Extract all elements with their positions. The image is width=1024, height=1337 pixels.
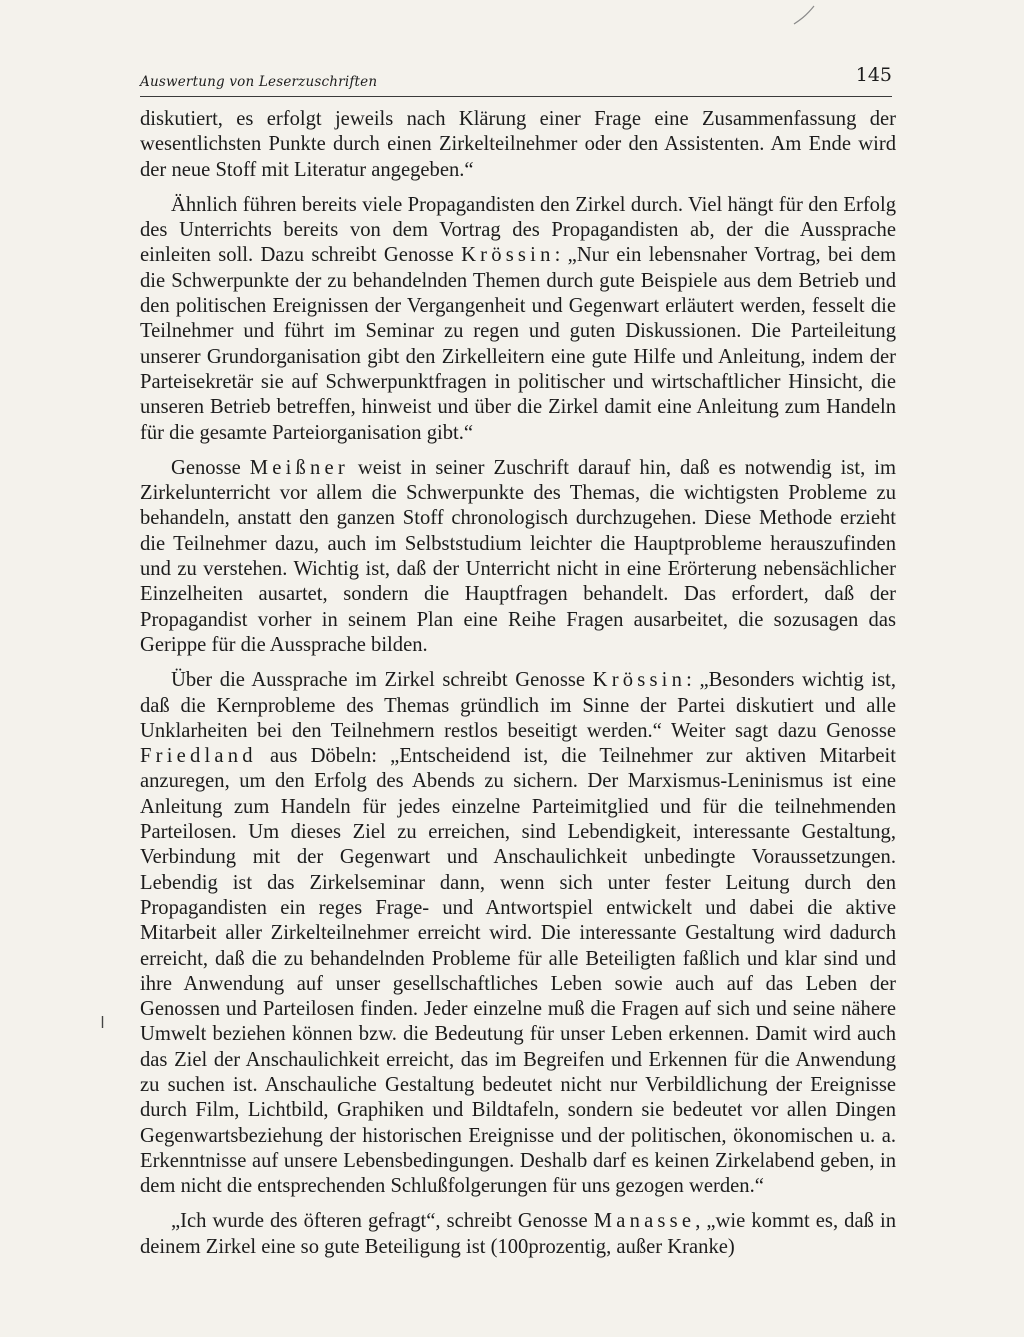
paragraph-1-text: diskutiert, es erfolgt jeweils nach Klärung einer Frage eine Zusammenfassung der wesentlichsten Punkte durch einen Zirkelteilnehmer oder den Assistenten. Am Ende wird der neue Stoff mit Literatur angegeben.“ [140,108,896,181]
paragraph-5-text-b: , „wie kommt es, daß in deinem Zirkel eine so gute Beteiligung ist (100prozentig, außer Kranke) [140,1210,896,1258]
header-rule [140,96,892,97]
paragraph-5 [140,1209,896,1260]
author-name-kroessin: Krössin [461,244,555,267]
paragraph-2 [140,193,896,446]
paragraph-5-text-a: „Ich wurde des öfteren gefragt“, schreibt Genosse [171,1210,588,1233]
author-name-meissner: Meißner [249,456,349,479]
pencil-mark-decoration [790,4,818,28]
paragraph-4-text-c: aus Döbeln: „Entscheidend ist, die Teilnehmer zur aktiven Mitarbeit anzuregen, um den Erfolg des Abends zu sichern. Der Marxismus-Leninismus ist eine Anleitung zum Handeln für jedes einzelne Parteimitglied und für die teilnehmenden Parteilosen. Um dieses Ziel zu erreichen, sind Lebendigkeit, interessante Gestaltung, Verbindung mit der Gegenwart und Anschaulichkeit unbedingte Voraussetzungen. Lebendig ist das Zirkelseminar dann, wenn sich unter fester Leitung durch den Propagandisten ein reges Frage- und Antwortspiel entwickelt und dabei die aktive Mitarbeit aller Zirkelteilnehmer erreicht wird. Die interessante Gestaltung wird dadurch erreicht, daß die zu behandelnden Probleme für alle Beteiligten faßlich und klar sind und ihre Anwendung auf unser gesellschaftliches Leben sowie auch auf das Leben der Genossen und Parteilosen finden. Jeder einzelne muß die Fragen auf sich und seine nähere Umwelt beziehen können bzw. die Bedeutung für unser Leben erkennen. Damit wird auch das Ziel der Anschaulichkeit erreicht, das im Begreifen und Erkennen für die Anwendung zu suchen ist. Anschauliche Gestaltung bedeutet nicht nur Verbildlichung der Ereignisse durch Film, Lichtbild, Graphiken und Bildtafeln, sondern sie bedeutet vor allen Dingen Gegenwartsbeziehung der historischen Ereignisse und der politischen, ökonomischen u. a. Erkenntnisse auf unsere Lebensbedingungen. Deshalb darf es keinen Zirkelabend geben, in dem nicht die entsprechenden Schlußfolgerungen für uns gezogen werden.“ [140,745,896,1198]
author-name-kroessin-2: Krössin [592,669,687,692]
author-name-manasse: Manasse [593,1210,696,1233]
paragraph-3-text-a: Genosse [171,456,241,479]
author-name-friedland: Friedland [140,745,257,768]
paragraph-2-text-b: : „Nur ein lebensnaher Vortrag, bei dem die Schwerpunkte der zu behandelnden Themen durch gute Beispiele aus dem Betrieb und den politischen Ereignissen der Vergangenheit und Gegenwart erläutert werden, fesselt die Teilnehmer und führt im Seminar zu regen und guten Diskussionen. Die Parteileitung unserer Grundorganisation gibt den Zirkelleitern eine gute Hilfe und Anleitung, indem der Parteisekretär sie auf Schwerpunktfragen in politischer und wirtschaftlicher Hinsicht, die unseren Betrieb betreffen, hinweist und über die Zirkel damit eine Anleitung zum Handeln für die gesamte Parteiorganisation gibt.“ [140,244,896,444]
margin-tick-mark [101,1016,104,1028]
page-number: 145 [855,64,892,86]
page-header [140,58,892,98]
paragraph-4-text-b: : „Besonders wichtig ist, daß die Kernprobleme des Themas gründlich im Sinne der Partei diskutiert und alle Unklarheiten bei den Teilnehmern restlos beseitigt werden.“ Weiter sagt dazu Genosse [140,669,896,742]
paragraph-1 [140,107,896,183]
paragraph-3-text-b: weist in seiner Zuschrift darauf hin, daß es notwendig ist, im Zirkelunterricht vor allem die Schwerpunkte des Themas, die wichtigsten Probleme zu behandeln, anstatt den ganzen Stoff chronologisch durchzugehen. Diese Methode erzieht die Teilnehmer dazu, auch im Selbststudium leichter die Hauptprobleme herauszufinden und zu verstehen. Wichtig ist, daß der Unterricht nicht in eine Erörterung nebensächlicher Einzelheiten ausartet, sondern die Hauptfragen behandelt. Das erfordert, daß der Propagandist vorher in seinem Plan eine Reihe Fragen ausarbeitet, die sozusagen das Gerippe für die Aussprache bilden. [140,456,896,656]
paragraph-4 [140,668,896,1199]
paragraph-3 [140,456,896,658]
article-body [140,107,896,1270]
paragraph-4-text-a: Über die Aussprache im Zirkel schreibt Genosse [171,669,585,692]
paragraph-2-text-a: Ähnlich führen bereits viele Propagandisten den Zirkel durch. Viel hängt für den Erfolg des Unterrichts bereits von dem Vortrag des Propagandisten ab, der die Aussprache einleiten soll. Dazu schreibt Genosse [140,193,896,267]
running-head-title: Auswertung von Leserzuschriften [140,74,378,90]
